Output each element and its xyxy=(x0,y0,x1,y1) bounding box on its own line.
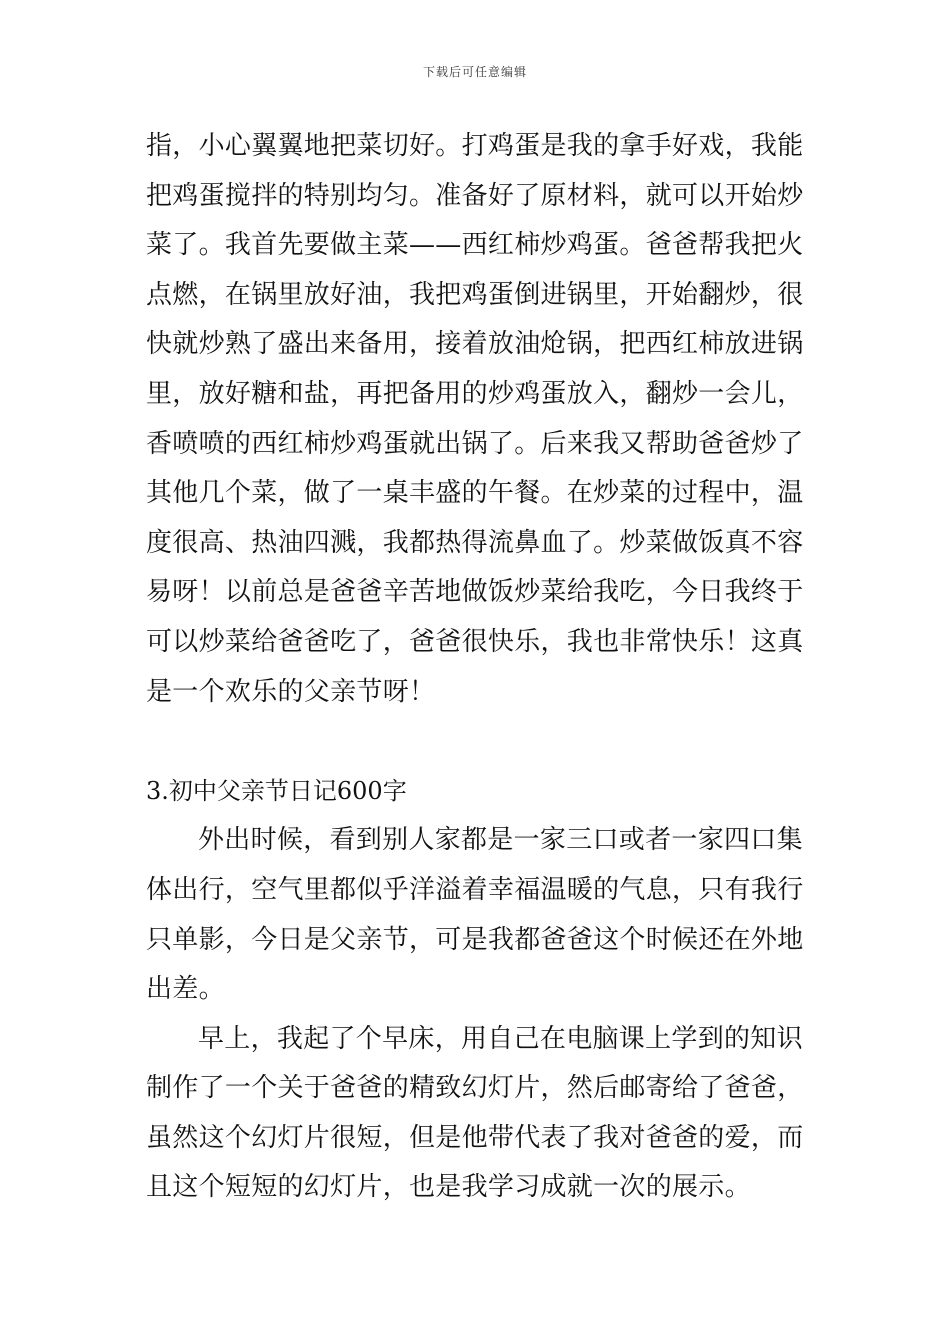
text-line: 度很高、热油四溅，我都热得流鼻血了。炒菜做饭真不容 xyxy=(146,527,804,558)
paragraph-spacer xyxy=(146,717,806,767)
section-title: 3.初中父亲节日记600字 xyxy=(146,776,407,805)
text-line: 外出时候，看到别人家都是一家三口或者一家四口集 xyxy=(198,825,803,856)
text-line: 早上，我起了个早床，用自己在电脑课上学到的知识 xyxy=(198,1023,803,1054)
text-line: 是一个欢乐的父亲节呀！ xyxy=(146,676,436,707)
header-note: 下载后可任意编辑 xyxy=(422,65,527,79)
paragraph-1 xyxy=(146,122,806,717)
text-line: 快就炒熟了盛出来备用，接着放油炝锅，把西红柿放进锅 xyxy=(146,329,804,360)
text-line: 体出行，空气里都似乎洋溢着幸福温暖的气息，只有我行 xyxy=(146,874,804,905)
text-line: 把鸡蛋搅拌的特别均匀。准备好了原材料，就可以开始炒 xyxy=(146,180,804,211)
paragraph-3 xyxy=(146,1015,806,1213)
text-line: 制作了一个关于爸爸的精致幻灯片，然后邮寄给了爸爸， xyxy=(146,1073,804,1104)
text-line: 菜了。我首先要做主菜——西红柿炒鸡蛋。爸爸帮我把火 xyxy=(146,230,804,261)
document-body xyxy=(146,122,806,1213)
text-line: 出差。 xyxy=(146,974,225,1005)
text-line: 香喷喷的西红柿炒鸡蛋就出锅了。后来我又帮助爸爸炒了 xyxy=(146,428,804,459)
text-line: 只单影，今日是父亲节，可是我都爸爸这个时候还在外地 xyxy=(146,924,804,955)
text-line: 虽然这个幻灯片很短，但是他带代表了我对爸爸的爱，而 xyxy=(146,1122,804,1153)
text-line: 且这个短短的幻灯片，也是我学习成就一次的展示。 xyxy=(146,1172,751,1203)
text-line: 其他几个菜，做了一桌丰盛的午餐。在炒菜的过程中，温 xyxy=(146,478,804,509)
text-line: 易呀！以前总是爸爸辛苦地做饭炒菜给我吃，今日我终于 xyxy=(146,577,804,608)
text-line: 里，放好糖和盐，再把备用的炒鸡蛋放入，翻炒一会儿， xyxy=(146,378,804,409)
paragraph-2 xyxy=(146,816,806,1014)
text-line: 点燃，在锅里放好油，我把鸡蛋倒进锅里，开始翻炒，很 xyxy=(146,279,804,310)
text-line: 可以炒菜给爸爸吃了，爸爸很快乐，我也非常快乐！这真 xyxy=(146,626,804,657)
text-line: 指，小心翼翼地把菜切好。打鸡蛋是我的拿手好戏，我能 xyxy=(146,131,804,161)
